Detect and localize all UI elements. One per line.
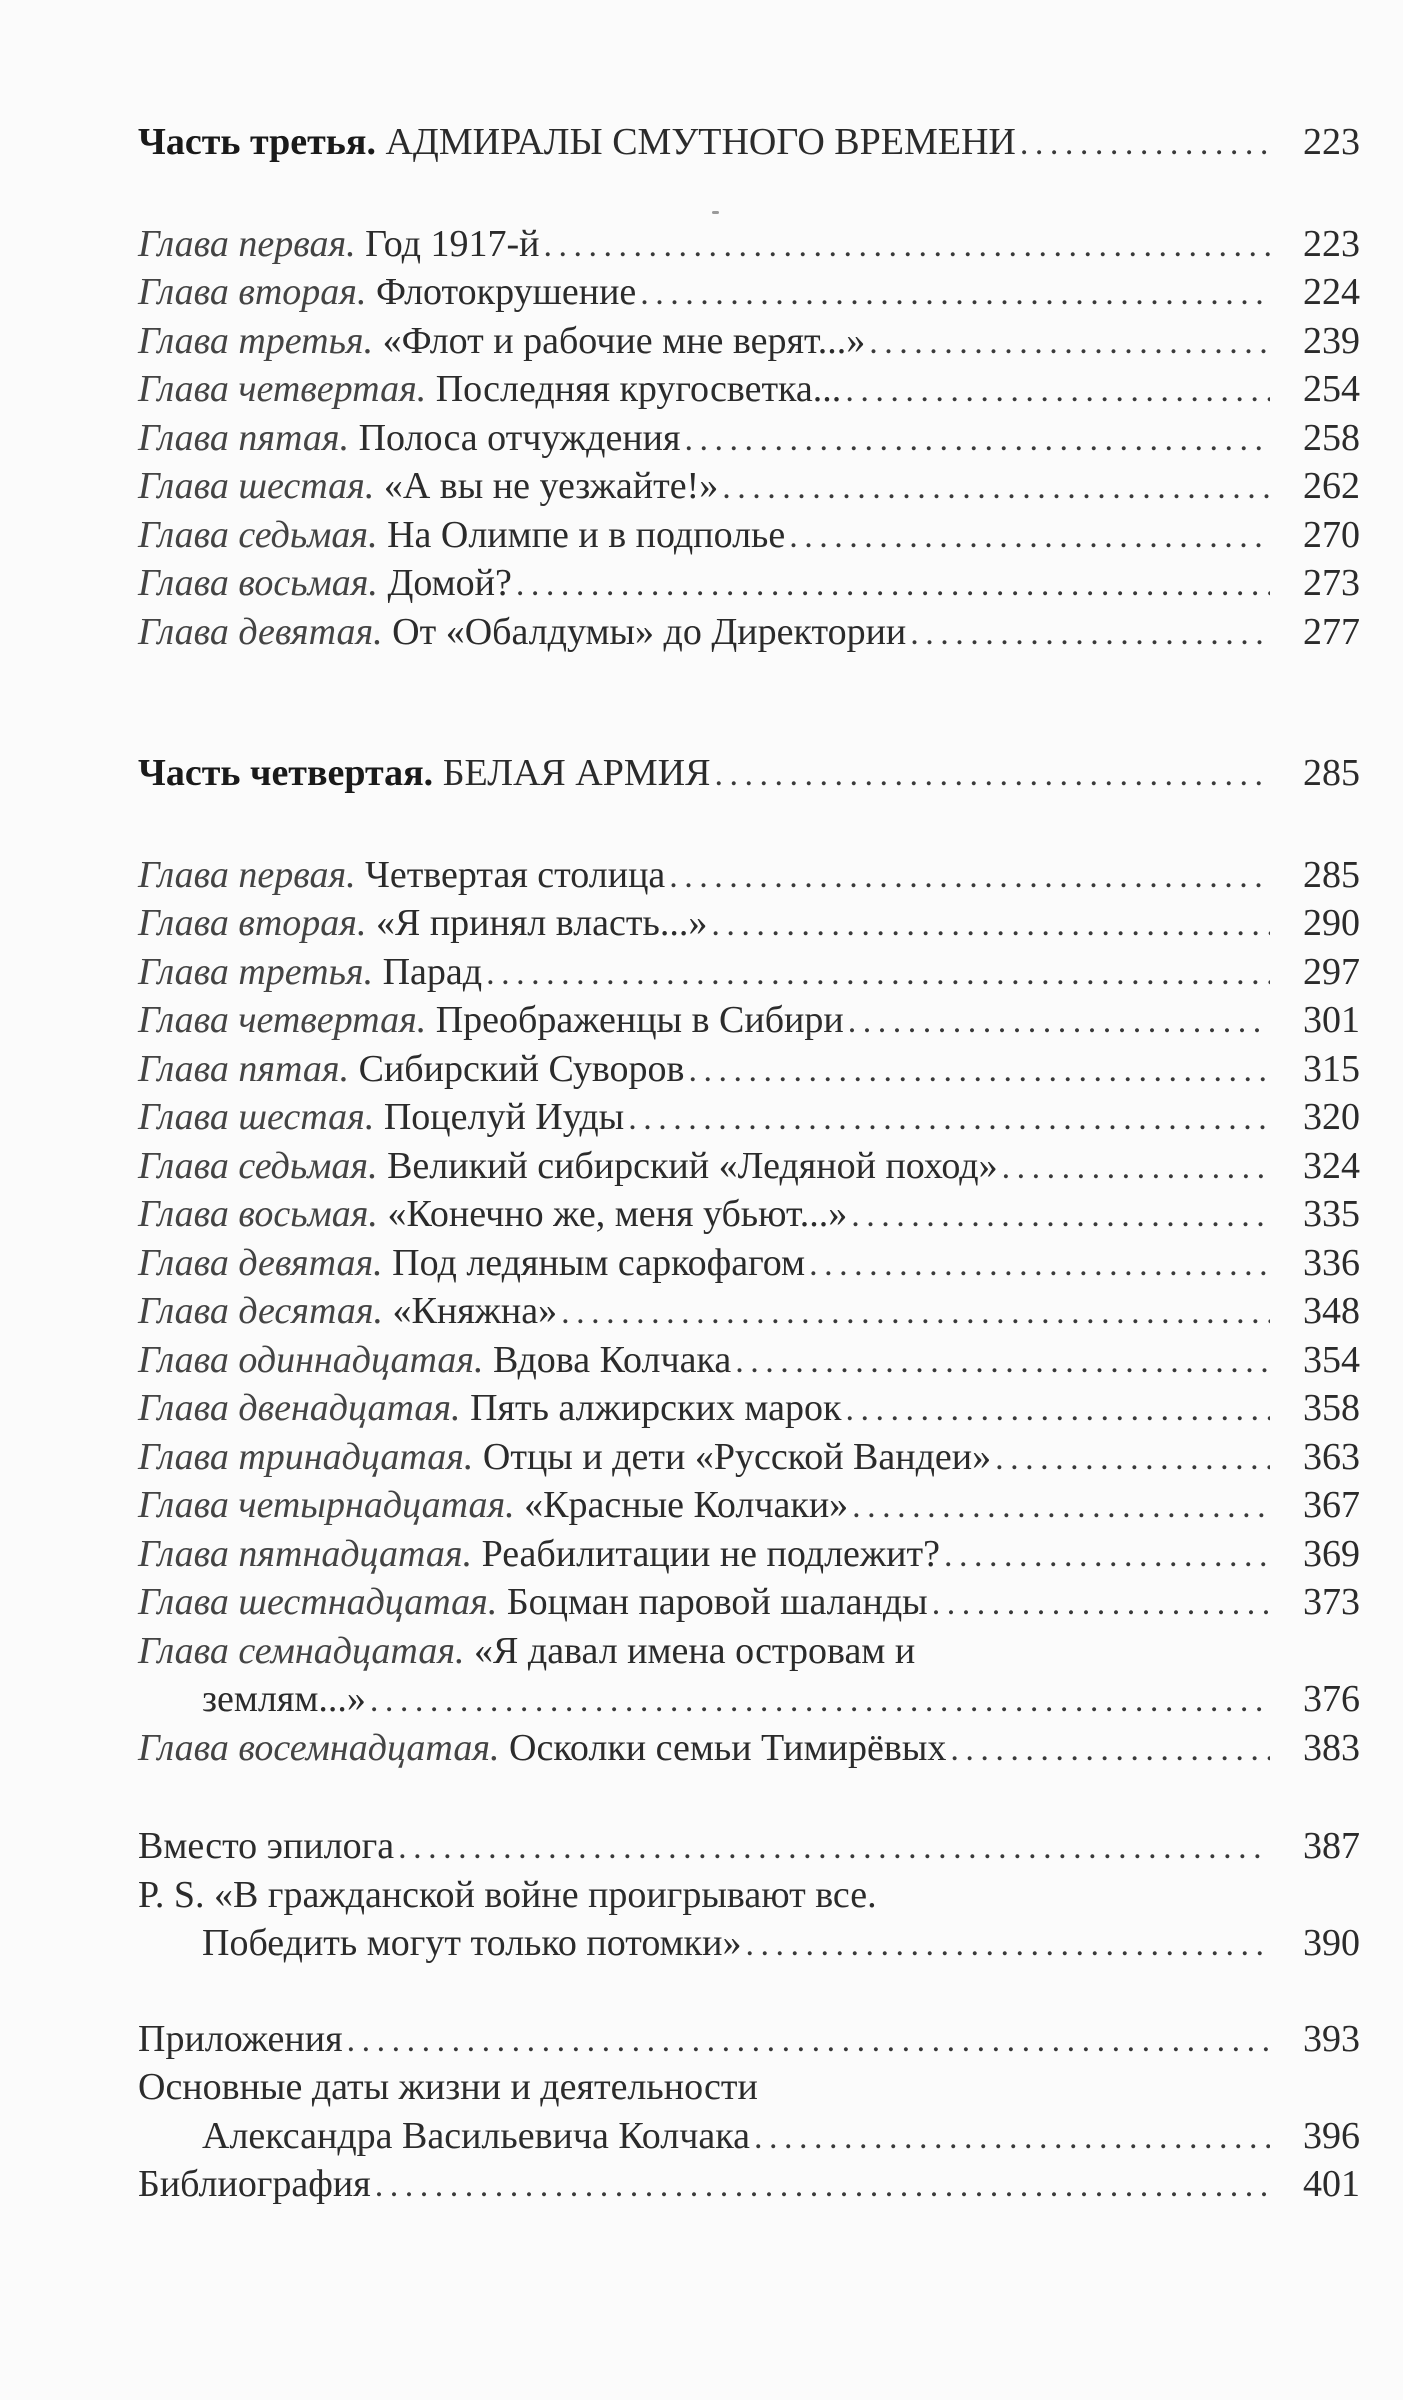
toc-entry [138, 2160, 1360, 2209]
entry-title: Приложения [138, 2017, 343, 2060]
dot-leader [714, 751, 1270, 800]
dot-leader [375, 2162, 1270, 2211]
toc-entry [138, 996, 1360, 1045]
chapter-title: Флотокрушение [366, 271, 637, 313]
page-number: 297 [1303, 950, 1360, 993]
chapter-label: Глава вторая. [138, 902, 367, 944]
chapter-title: «Княжна» [383, 1290, 558, 1332]
page-number: 315 [1303, 1047, 1360, 1090]
dot-leader [628, 1095, 1270, 1144]
page-number: 320 [1303, 1096, 1360, 1138]
toc-entry [138, 1578, 1360, 1627]
toc-entry [138, 317, 1360, 366]
toc-entry [138, 1336, 1360, 1385]
dot-leader [845, 1386, 1270, 1435]
toc-entry [138, 559, 1360, 608]
dot-leader [932, 1580, 1270, 1629]
toc-entry [138, 1724, 1360, 1773]
toc-entry-multiline-first [138, 1627, 1360, 1676]
toc-entry [138, 1384, 1360, 1433]
entry-title: Вместо эпилога [138, 1825, 395, 1867]
toc-entry [138, 608, 1360, 657]
chapter-label: Глава десятая. [138, 1290, 384, 1332]
chapter-title: Парад [373, 950, 483, 993]
page-number: 223 [1303, 222, 1360, 265]
page-number: 369 [1303, 1532, 1360, 1575]
chapter-label: Глава третья. [138, 319, 374, 362]
chapter-title: Отцы и дети «Русской Вандеи» [473, 1435, 992, 1478]
dot-leader [735, 1338, 1270, 1387]
page-number: 285 [1303, 752, 1360, 794]
chapter-title: «Конечно же, меня убьют...» [377, 1193, 848, 1235]
toc-entry [138, 851, 1360, 900]
toc-entry [138, 1433, 1360, 1482]
page-number: 335 [1303, 1193, 1360, 1235]
toc-entry [138, 462, 1360, 511]
page-number: 301 [1303, 999, 1360, 1041]
dot-leader [684, 416, 1270, 465]
entry-title: Библиография [138, 2163, 371, 2205]
page-number: 285 [1303, 853, 1360, 896]
chapter-label: Глава восьмая. [138, 562, 378, 604]
part-three-chapters [138, 220, 1360, 657]
chapter-title: Последняя кругосветка... [426, 368, 842, 410]
dot-leader [486, 950, 1270, 999]
toc-entry [138, 1093, 1360, 1142]
chapter-title: Вдова Колчака [483, 1338, 732, 1381]
page-number: 262 [1303, 465, 1360, 507]
dot-leader [347, 2017, 1270, 2066]
toc-entry-multiline-first [138, 1871, 1360, 1920]
dot-leader [561, 1289, 1270, 1338]
toc-entry [138, 511, 1360, 560]
part-four-heading [138, 749, 1360, 798]
part-four-chapters [138, 851, 1360, 1773]
page-number: 390 [1303, 1922, 1360, 1964]
page-number: 239 [1303, 319, 1360, 362]
page-number: 401 [1303, 2163, 1360, 2205]
page-number: 393 [1303, 2017, 1360, 2060]
chapter-label: Глава одиннадцатая. [138, 1338, 484, 1381]
entry-title: P. S. «В гражданской войне проигрывают все. [138, 1873, 877, 1916]
dot-leader [789, 513, 1270, 562]
entry-title-continued: Победить могут только потомки» [202, 1922, 742, 1964]
page-number: 373 [1303, 1581, 1360, 1623]
toc-entry-multiline-second [138, 1675, 1360, 1724]
dot-leader [851, 1192, 1270, 1241]
page-number: 376 [1303, 1678, 1360, 1720]
chapter-title: Полоса отчуждения [349, 416, 681, 459]
page-number: 254 [1303, 368, 1360, 410]
chapter-title: Пять алжирских марок [460, 1387, 842, 1429]
table-of-contents [138, 118, 1360, 2209]
dot-leader [711, 901, 1270, 950]
toc-entry [138, 2015, 1360, 2064]
chapter-label: Глава пятая. [138, 1047, 350, 1090]
dot-leader [640, 270, 1270, 319]
toc-entry [138, 220, 1360, 269]
page-number: 273 [1303, 562, 1360, 604]
part-three-heading [138, 118, 1360, 167]
chapter-title: Сибирский Суворов [349, 1047, 685, 1090]
chapter-label: Глава шестая. [138, 1096, 375, 1138]
dot-leader [869, 319, 1270, 368]
dot-leader [809, 1241, 1270, 1290]
chapter-label: Глава третья. [138, 950, 374, 993]
part-label: Часть четвертая. [138, 752, 434, 794]
toc-entry [138, 1190, 1360, 1239]
chapter-label: Глава четырнадцатая. [138, 1484, 515, 1526]
chapter-title: Реабилитации не подлежит? [472, 1532, 940, 1575]
page-number: 396 [1303, 2114, 1360, 2157]
page-number: 290 [1303, 902, 1360, 944]
dot-leader [398, 1824, 1270, 1873]
toc-entry [138, 1045, 1360, 1094]
chapter-title: Под ледяным саркофагом [382, 1241, 806, 1284]
chapter-title: Боцман паровой шаланды [497, 1581, 928, 1623]
dot-leader [722, 464, 1270, 513]
dot-leader [944, 1532, 1270, 1581]
chapter-title: «Флот и рабочие мне верят...» [373, 319, 866, 362]
chapter-label: Глава девятая. [138, 1241, 383, 1284]
toc-entry [138, 1822, 1360, 1871]
chapter-label: Глава четвертая. [138, 368, 427, 410]
part-label: Часть третья. [138, 121, 376, 163]
page-number: 348 [1303, 1290, 1360, 1332]
chapter-title: От «Обалдумы» до Директории [382, 610, 907, 653]
chapter-label: Глава седьмая. [138, 513, 378, 556]
page-number: 387 [1303, 1825, 1360, 1867]
chapter-label: Глава первая. [138, 853, 356, 896]
toc-entry [138, 1287, 1360, 1336]
toc-entry [138, 414, 1360, 463]
chapter-label: Глава седьмая. [138, 1144, 378, 1187]
toc-entry [138, 365, 1360, 414]
dot-leader [848, 998, 1270, 1047]
toc-entry [138, 1239, 1360, 1288]
dot-leader [1002, 1144, 1270, 1193]
chapter-title: «А вы не уезжайте!» [374, 465, 719, 507]
chapter-label: Глава восьмая. [138, 1193, 378, 1235]
page-number: 358 [1303, 1387, 1360, 1429]
dot-leader [995, 1435, 1270, 1484]
dot-leader [852, 1483, 1270, 1532]
chapter-title: Год 1917-й [355, 222, 540, 265]
chapter-title: Осколки семьи Тимирёвых [499, 1726, 947, 1769]
toc-entry [138, 948, 1360, 997]
chapter-title: Поцелуй Иуды [374, 1096, 625, 1138]
chapter-label: Глава шестнадцатая. [138, 1581, 498, 1623]
page-number: 270 [1303, 513, 1360, 556]
chapter-title: «Я принял власть...» [366, 902, 708, 944]
chapter-label: Глава шестая. [138, 465, 375, 507]
dot-leader [754, 2114, 1270, 2163]
toc-entry [138, 899, 1360, 948]
dot-leader [689, 1047, 1271, 1096]
page-number: 354 [1303, 1338, 1360, 1381]
toc-entry [138, 1530, 1360, 1579]
chapter-title-continued: землям...» [202, 1678, 366, 1720]
dot-leader [745, 1921, 1270, 1970]
dot-leader [516, 561, 1270, 610]
toc-entry-multiline-second [138, 1919, 1360, 1968]
dot-leader [1020, 120, 1270, 169]
chapter-title: Преображенцы в Сибири [426, 999, 844, 1041]
chapter-title: «Я давал имена островам и [464, 1629, 916, 1672]
dot-leader [950, 1726, 1270, 1775]
chapter-label: Глава семнадцатая. [138, 1629, 465, 1672]
chapter-label: Глава пятая. [138, 416, 350, 459]
page-number: 258 [1303, 416, 1360, 459]
page-number: 324 [1303, 1144, 1360, 1187]
back-matter-epilogue [138, 1822, 1360, 1968]
chapter-title: Домой? [377, 562, 512, 604]
toc-entry [138, 1481, 1360, 1530]
chapter-label: Глава вторая. [138, 271, 367, 313]
page-number: 277 [1303, 610, 1360, 653]
entry-title: Основные даты жизни и деятельности [138, 2066, 758, 2108]
toc-entry [138, 268, 1360, 317]
chapter-label: Глава двенадцатая. [138, 1387, 461, 1429]
part-title: БЕЛАЯ АРМИЯ [433, 752, 711, 794]
chapter-label: Глава четвертая. [138, 999, 427, 1041]
dot-leader [544, 222, 1271, 271]
toc-entry [138, 1142, 1360, 1191]
chapter-label: Глава девятая. [138, 610, 383, 653]
toc-entry-multiline-second [138, 2112, 1360, 2161]
page-number: 336 [1303, 1241, 1360, 1284]
chapter-title: На Олимпе и в подполье [377, 513, 786, 556]
chapter-title: Великий сибирский «Ледяной поход» [377, 1144, 998, 1187]
dot-leader [370, 1677, 1270, 1726]
chapter-label: Глава первая. [138, 222, 356, 265]
dot-leader [669, 853, 1270, 902]
page-number: 363 [1303, 1435, 1360, 1478]
chapter-title: «Красные Колчаки» [514, 1484, 849, 1526]
page-number: 367 [1303, 1484, 1360, 1526]
toc-entry-multiline-first [138, 2063, 1360, 2112]
entry-title-continued: Александра Васильевича Колчака [202, 2114, 750, 2157]
chapter-label: Глава пятнадцатая. [138, 1532, 473, 1575]
chapter-label: Глава восемнадцатая. [138, 1726, 500, 1769]
dot-leader [910, 610, 1270, 659]
chapter-title: Четвертая столица [355, 853, 666, 896]
dot-leader [845, 367, 1270, 416]
page-number: 223 [1303, 121, 1360, 163]
chapter-label: Глава тринадцатая. [138, 1435, 474, 1478]
back-matter-appendices [138, 2015, 1360, 2209]
part-title: АДМИРАЛЫ СМУТНОГО ВРЕМЕНИ [375, 121, 1016, 163]
page-number: 383 [1303, 1726, 1360, 1769]
page-number: 224 [1303, 271, 1360, 313]
